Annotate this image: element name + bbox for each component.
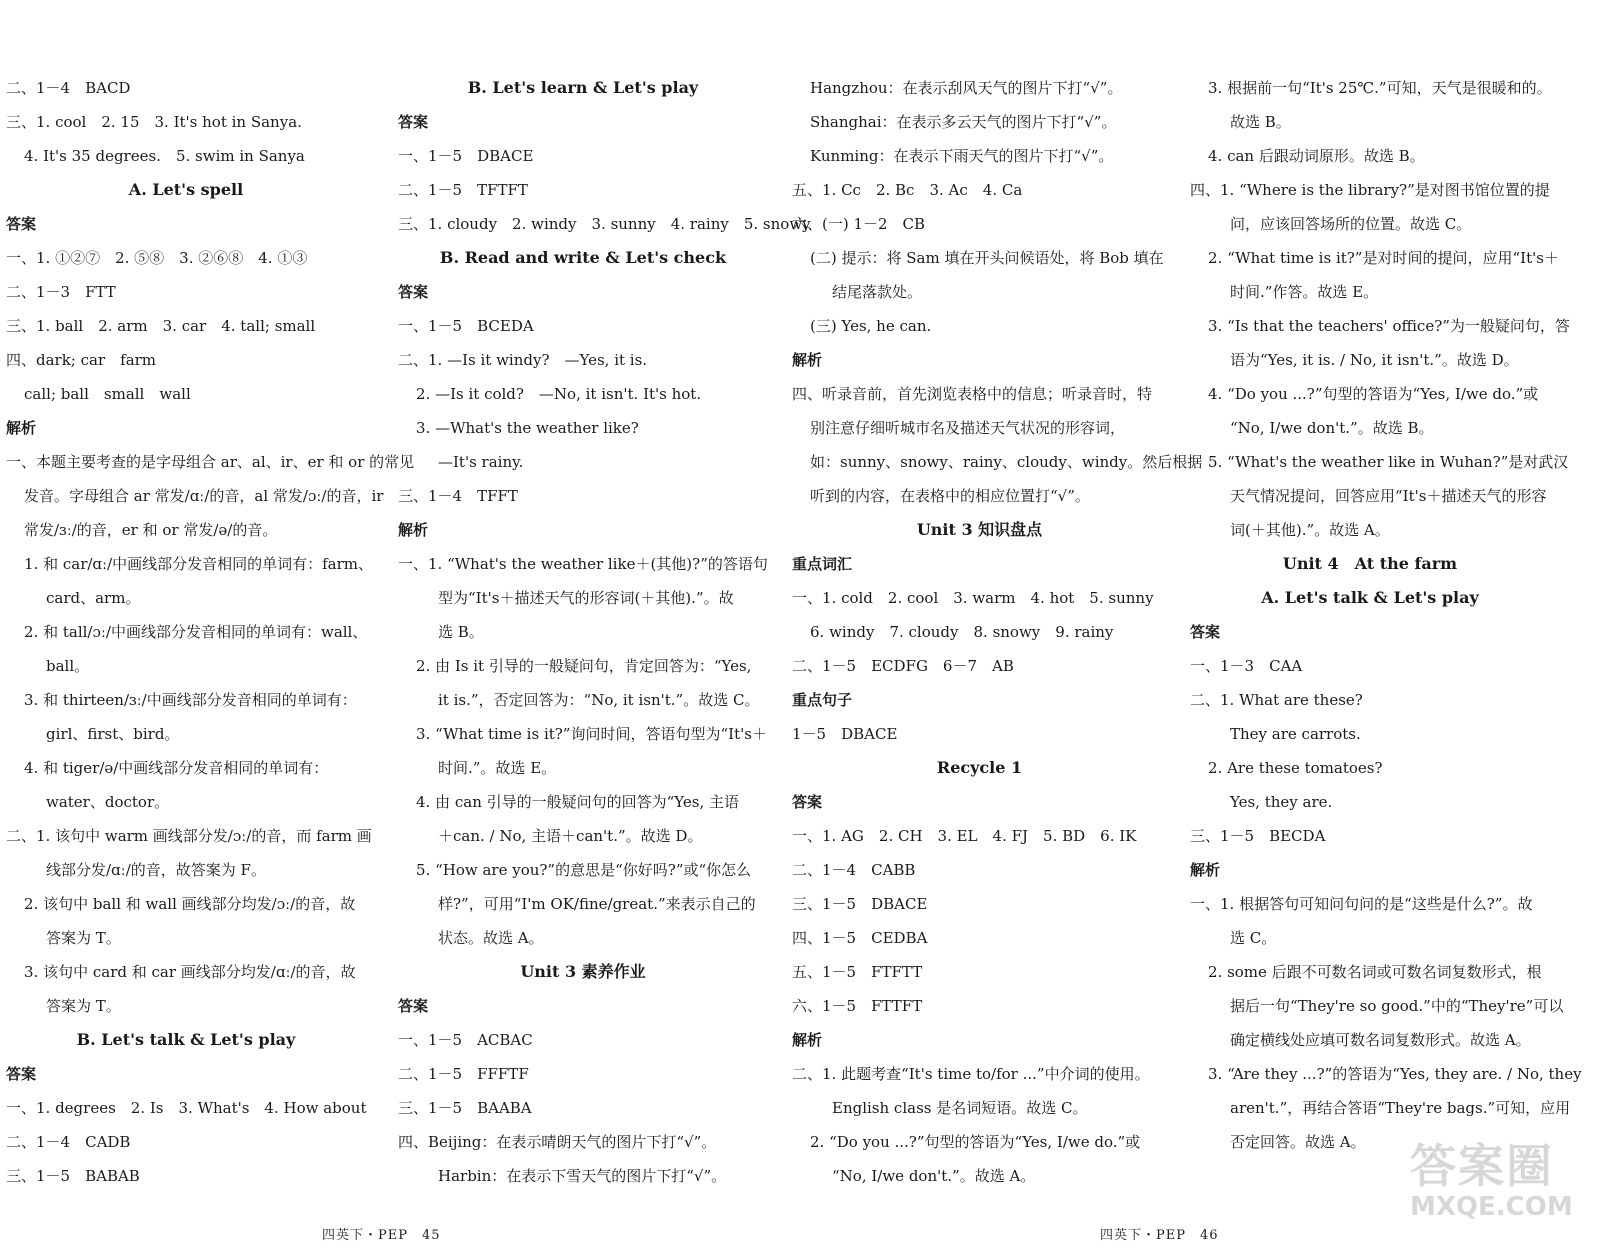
section-label: 解析 xyxy=(792,1031,823,1049)
answer-line: 一、1－5 ACBAC xyxy=(398,1031,533,1049)
answer-line: 1－5 DBACE xyxy=(792,725,898,743)
answer-line: 选 B。 xyxy=(438,623,484,641)
answer-line: 四、Beijing：在表示晴朗天气的图片下打“√”。 xyxy=(398,1133,717,1151)
answer-line: 据后一句“They're so good.”中的“They're”可以 xyxy=(1230,997,1564,1015)
answer-line: 3. 和 thirteen/ɜː/中画线部分发音相同的单词有： xyxy=(24,691,357,709)
answer-line: 二、1－3 FTT xyxy=(6,283,116,301)
answer-line: 一、1. “What's the weather like＋(其他)?”的答语句 xyxy=(398,555,768,573)
answer-line: 五、1－5 FTFTT xyxy=(792,963,923,981)
answer-line: 2. “Do you ...?”句型的答语为“Yes, I/we do.”或 xyxy=(810,1133,1141,1151)
answer-line: ball。 xyxy=(46,657,90,675)
answer-line: 时间.”作答。故选 E。 xyxy=(1230,283,1379,301)
section-label: 解析 xyxy=(6,419,37,437)
watermark xyxy=(1410,1139,1573,1240)
answer-line: (三) Yes, he can. xyxy=(810,317,932,335)
answer-line: 2. 由 Is it 引导的一般疑问句，肯定回答为：“Yes, xyxy=(416,657,752,675)
answer-line: 一、1. 根据答句可知问句问的是“这些是什么?”。故 xyxy=(1190,895,1533,913)
answer-line: 三、1. cloudy 2. windy 3. sunny 4. rainy 5. snowy xyxy=(398,215,811,233)
section-label: 答案 xyxy=(398,997,429,1015)
section-heading: Recycle 1 xyxy=(936,758,1023,777)
answer-line: 故选 B。 xyxy=(1230,113,1291,131)
answer-line: Kunming：在表示下雨天气的图片下打“√”。 xyxy=(810,147,1114,165)
answer-line: 确定横线处应填可数名词复数形式。故选 A。 xyxy=(1230,1031,1531,1049)
answer-line: aren't.”，再结合答语“They're bags.”可知，应用 xyxy=(1230,1099,1571,1117)
section-label: 答案 xyxy=(792,793,823,811)
answer-line: 二、1－5 ECDFG 6－7 AB xyxy=(792,657,1014,675)
answer-line: 3. “What time is it?”询问时间，答语句型为“It's＋ xyxy=(416,725,767,743)
answer-line: 五、1. Cc 2. Bc 3. Ac 4. Ca xyxy=(792,181,1023,199)
answer-line: 一、1. ①②⑦ 2. ⑤⑧ 3. ②⑥⑧ 4. ①③ xyxy=(6,249,308,267)
answer-line: 二、1. 此题考查“It's time to/for ...”中介词的使用。 xyxy=(792,1065,1150,1083)
answer-line: 二、1－4 BACD xyxy=(6,79,131,97)
answer-line: 二、1－4 CABB xyxy=(792,861,916,879)
answer-line: (二) 提示：将 Sam 填在开头问候语处，将 Bob 填在 xyxy=(810,249,1164,267)
answer-line: 一、1－5 DBACE xyxy=(398,147,534,165)
answer-line: 四、dark; car farm xyxy=(6,351,157,369)
answer-line: 4. “Do you ...?”句型的答语为“Yes, I/we do.”或 xyxy=(1208,385,1539,403)
section-label: 答案 xyxy=(6,1065,37,1083)
answer-line: 2. some 后跟不可数名词或可数名词复数形式，根 xyxy=(1208,963,1542,981)
section-label: 答案 xyxy=(6,215,37,233)
section-heading: B. Read and write & Let's check xyxy=(439,248,727,267)
column-2 xyxy=(398,74,811,1196)
answer-line: 四、听录音前，首先浏览表格中的信息；听录音时，特 xyxy=(792,385,1153,403)
answer-line: girl、first、bird。 xyxy=(46,725,180,743)
answer-line: 样?”，可用“I'm OK/fine/great.”来表示自己的 xyxy=(438,895,756,913)
answer-line: 3. “Are they ...?”的答语为“Yes, they are. / No, they xyxy=(1208,1065,1582,1083)
section-label: 重点句子 xyxy=(792,691,853,709)
answer-line: 3. —What's the weather like? xyxy=(416,419,639,437)
answer-line: 二、1－5 TFTFT xyxy=(398,181,528,199)
section-label: 答案 xyxy=(1190,623,1221,641)
answer-line: 三、1－5 BECDA xyxy=(1190,827,1326,845)
answer-line: 天气情况提问，回答应用“It's＋描述天气的形容 xyxy=(1230,487,1547,505)
answer-line: 否定回答。故选 A。 xyxy=(1230,1133,1366,1151)
answer-line: 3. 该句中 card 和 car 画线部分均发/ɑː/的音，故 xyxy=(24,963,356,981)
section-label: 解析 xyxy=(792,351,823,369)
section-label: 解析 xyxy=(1190,861,1221,879)
answer-line: Harbin：在表示下雪天气的图片下打“√”。 xyxy=(438,1167,727,1185)
watermark-url: MXQE.COM xyxy=(1410,1192,1573,1222)
answer-line: 4. can 后跟动词原形。故选 B。 xyxy=(1208,147,1425,165)
answer-line: 结尾落款处。 xyxy=(832,283,923,301)
answer-line: 六、(一) 1－2 CB xyxy=(792,215,926,233)
answer-line: 型为“It's＋描述天气的形容词(＋其他).”。故 xyxy=(438,589,734,607)
answer-line: “No, I/we don't.”。故选 A。 xyxy=(832,1167,1036,1185)
answer-line: 3. 根据前一句“It's 25℃.”可知，天气是很暖和的。 xyxy=(1208,79,1552,97)
answer-line: 4. 和 tiger/ə/中画线部分发音相同的单词有： xyxy=(24,759,329,777)
section-heading: A. Let's spell xyxy=(128,180,244,199)
answer-line: 选 C。 xyxy=(1230,929,1277,947)
answer-line: 二、1－4 CADB xyxy=(6,1133,131,1151)
section-heading: Unit 3 知识盘点 xyxy=(916,520,1043,539)
section-label: 答案 xyxy=(398,113,429,131)
answer-line: 三、1. cool 2. 15 3. It's hot in Sanya. xyxy=(6,113,302,131)
answer-line: “No, I/we don't.”。故选 B。 xyxy=(1230,419,1434,437)
answer-line: 三、1－5 BABAB xyxy=(6,1167,140,1185)
answer-line: 四、1. “Where is the library?”是对图书馆位置的提 xyxy=(1190,181,1550,199)
answer-line: 4. It's 35 degrees. 5. swim in Sanya xyxy=(24,147,305,165)
answer-line: 四、1－5 CEDBA xyxy=(792,929,928,947)
answer-line: 5. “What's the weather like in Wuhan?”是对武汉 xyxy=(1208,453,1569,471)
answer-line: Hangzhou：在表示刮风天气的图片下打“√”。 xyxy=(810,79,1123,97)
answer-line: 三、1－5 DBACE xyxy=(792,895,928,913)
column-1 xyxy=(6,74,415,1196)
answer-line: 听到的内容，在表格中的相应位置打“√”。 xyxy=(810,487,1090,505)
section-label: 答案 xyxy=(398,283,429,301)
answer-line: 2. 和 tall/ɔː/中画线部分发音相同的单词有：wall、 xyxy=(24,623,368,641)
answer-line: English class 是名词短语。故选 C。 xyxy=(832,1099,1088,1117)
section-heading: A. Let's talk & Let's play xyxy=(1261,588,1479,607)
answer-line: 4. 由 can 引导的一般疑问句的回答为“Yes, 主语 xyxy=(416,793,739,811)
answer-line: 二、1－5 FFFTF xyxy=(398,1065,529,1083)
answer-line: 别注意仔细听城市名及描述天气状况的形容词， xyxy=(810,419,1126,437)
answer-line: 2. “What time is it?”是对时间的提问，应用“It's＋ xyxy=(1208,249,1559,267)
answer-line: They are carrots. xyxy=(1230,725,1361,743)
answer-line: 三、1. ball 2. arm 3. car 4. tall; small xyxy=(6,317,316,335)
answer-line: ＋can. / No, 主语＋can't.”。故选 D。 xyxy=(438,827,703,845)
answer-line: 答案为 T。 xyxy=(46,929,121,947)
answer-line: 答案为 T。 xyxy=(46,997,121,1015)
answer-line: it is.”，否定回答为：“No, it isn't.”。故选 C。 xyxy=(438,691,760,709)
answer-line: Yes, they are. xyxy=(1230,793,1333,811)
answer-line: water、doctor。 xyxy=(46,793,170,811)
answer-line: 5. “How are you?”的意思是“你好吗?”或“你怎么 xyxy=(416,861,752,879)
section-label: 重点词汇 xyxy=(792,555,853,573)
answer-line: 发音。字母组合 ar 常发/ɑː/的音，al 常发/ɔː/的音，ir xyxy=(24,487,384,505)
page-footer-left: 四英下・PEP 45 xyxy=(322,1228,441,1243)
answer-line: 问，应该回答场所的位置。故选 C。 xyxy=(1230,215,1472,233)
section-heading: Unit 4 At the farm xyxy=(1282,554,1458,573)
answer-line: 2. 该句中 ball 和 wall 画线部分均发/ɔː/的音，故 xyxy=(24,895,356,913)
answer-line: 二、1. —Is it windy? —Yes, it is. xyxy=(398,351,648,369)
answer-line: 三、1－4 TFFT xyxy=(398,487,518,505)
answer-line: card、arm。 xyxy=(46,589,141,607)
answer-line: 语为“Yes, it is. / No, it isn't.”。故选 D。 xyxy=(1230,351,1519,369)
answer-line: 二、1. 该句中 warm 画线部分发/ɔː/的音，而 farm 画 xyxy=(6,827,372,845)
section-heading: B. Let's talk & Let's play xyxy=(76,1030,296,1049)
answer-line: 线部分发/ɑː/的音，故答案为 F。 xyxy=(46,861,266,879)
answer-line: 一、1－3 CAA xyxy=(1190,657,1303,675)
answer-line: 三、1－5 BAABA xyxy=(398,1099,532,1117)
watermark-logo-text: 答案圈 xyxy=(1410,1139,1554,1193)
answer-line: 状态。故选 A。 xyxy=(438,929,544,947)
answer-line: call; ball small wall xyxy=(24,385,191,403)
answer-line: Shanghai：在表示多云天气的图片下打“√”。 xyxy=(810,113,1117,131)
section-heading: Unit 3 素养作业 xyxy=(520,962,646,981)
answer-line: 一、1. degrees 2. Is 3. What's 4. How about xyxy=(6,1099,367,1117)
answer-line: 3. “Is that the teachers' office?”为一般疑问句，答 xyxy=(1208,317,1570,335)
answer-line: 如：sunny、snowy、rainy、cloudy、windy。然后根据 xyxy=(810,453,1203,471)
answer-line: 二、1. What are these? xyxy=(1190,691,1363,709)
answer-line: 2. Are these tomatoes? xyxy=(1208,759,1383,777)
answer-line: 1. 和 car/ɑː/中画线部分发音相同的单词有：farm、 xyxy=(24,555,374,573)
answer-line: 6. windy 7. cloudy 8. snowy 9. rainy xyxy=(810,623,1114,641)
answer-line: 一、1. cold 2. cool 3. warm 4. hot 5. sunny xyxy=(792,589,1154,607)
answer-line: 时间.”。故选 E。 xyxy=(438,759,557,777)
answer-line: 六、1－5 FTTFT xyxy=(792,997,923,1015)
answer-line: 词(＋其他).”。故选 A。 xyxy=(1230,521,1390,539)
column-4 xyxy=(1190,74,1582,1162)
section-label: 解析 xyxy=(398,521,429,539)
section-heading: B. Let's learn & Let's play xyxy=(467,78,699,97)
answer-line: 一、本题主要考查的是字母组合 ar、al、ir、er 和 or 的常见 xyxy=(6,453,415,471)
answer-line: 一、1－5 BCEDA xyxy=(398,317,534,335)
column-3 xyxy=(792,74,1203,1196)
answer-line: —It's rainy. xyxy=(438,453,524,471)
answer-line: 一、1. AG 2. CH 3. EL 4. FJ 5. BD 6. IK xyxy=(792,827,1137,845)
page-footer-right: 四英下・PEP 46 xyxy=(1100,1228,1219,1243)
answer-line: 常发/ɜː/的音，er 和 or 常发/ə/的音。 xyxy=(24,521,278,539)
answer-line: 2. —Is it cold? —No, it isn't. It's hot. xyxy=(416,385,702,403)
